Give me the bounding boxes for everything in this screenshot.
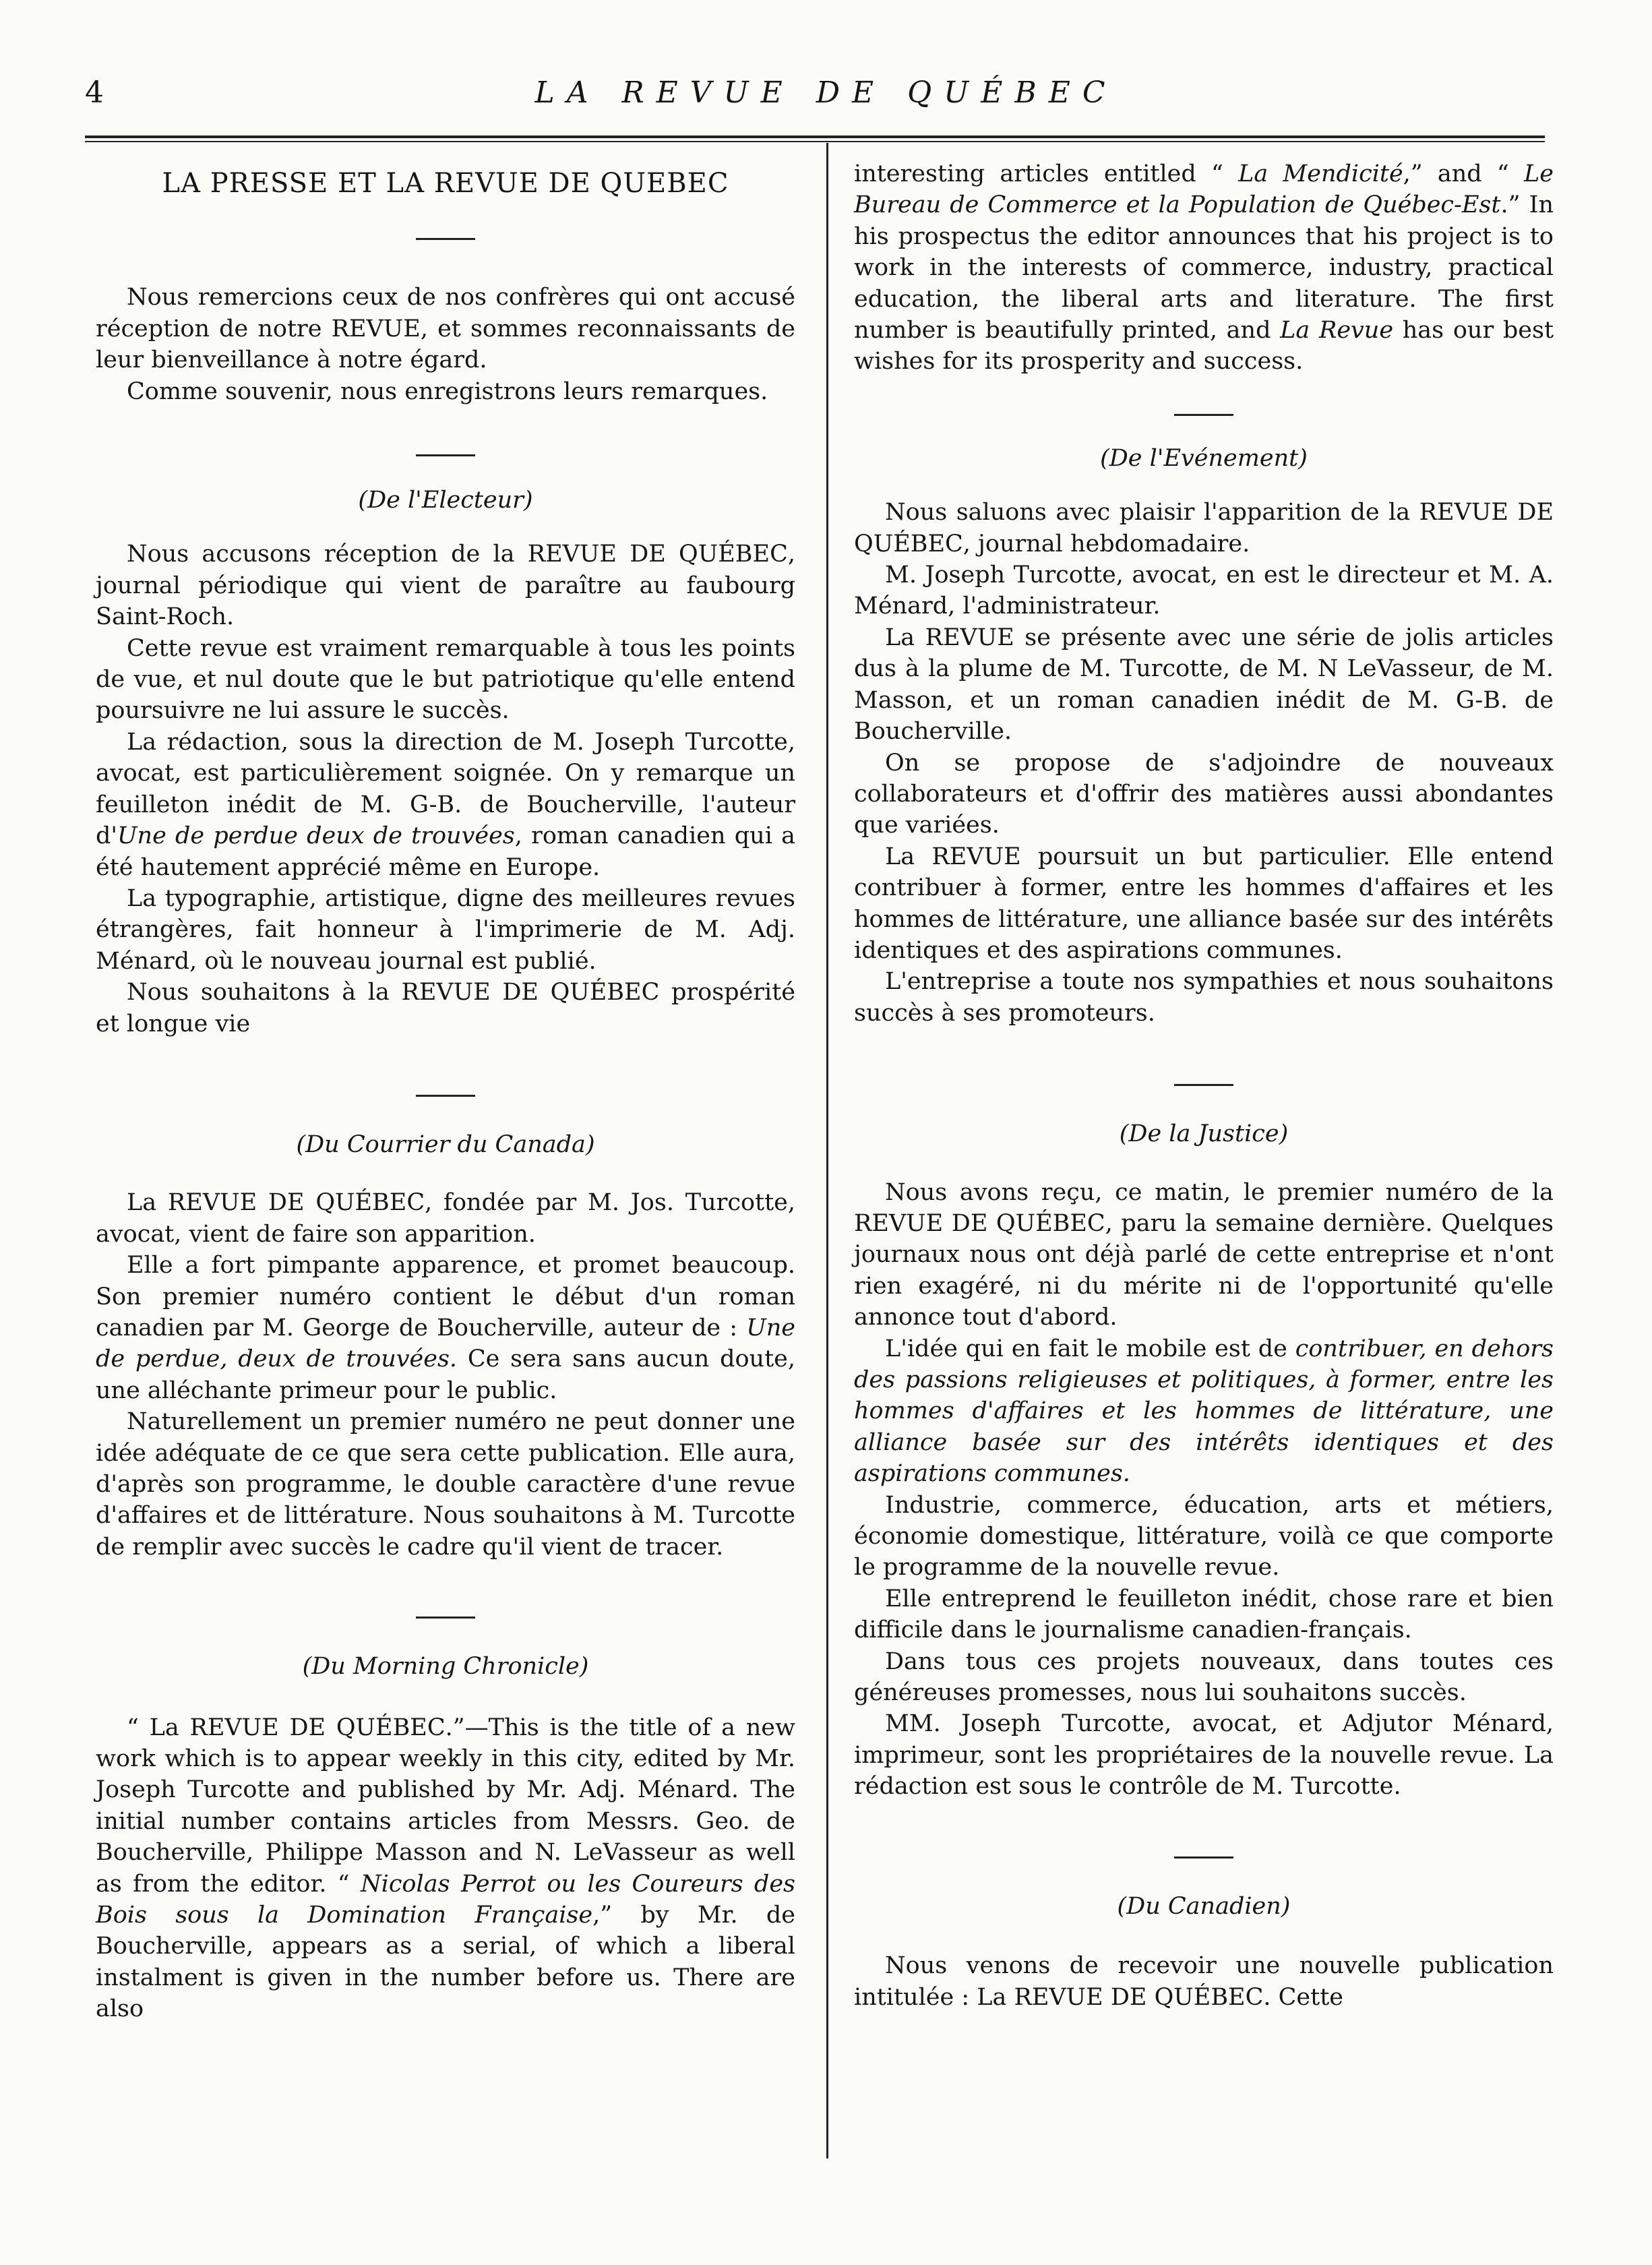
- article-paragraph: La rédaction, sous la direction de M. Joseph Turcotte, avocat, est particulièrement soignée. On y remarque un feuilleton inédit de M. G-B. de Boucherville, l'auteur d'Une de perdue deux de trouvées, roman canadien qui a été hautement apprécié même en Europe.: [96, 728, 796, 881]
- article-paragraph: Naturellement un premier numéro ne peut donner une idée adéquate de ce que sera cette publication. Elle aura, d'après son programme, le double caractère d'une revue d'affaires et de littérature. Nous souhaitons à M. Turcotte de remplir avec succès le cadre qu'il vient de tracer.: [96, 1408, 795, 1561]
- intro-paragraph: Comme souvenir, nous enregistrons leurs remarques.: [127, 378, 768, 405]
- article-paragraph: Nous saluons avec plaisir l'apparition de la REVUE DE QUÉBEC, journal hebdomadaire.: [854, 499, 1554, 557]
- source-heading: (De l'Evénement): [1100, 444, 1308, 472]
- article-paragraph: Nous avons reçu, ce matin, le premier numéro de la REVUE DE QUÉBEC, paru la semaine dernière. Quelques journaux nous ont déjà parlé de cette entreprise et n'ont rien exagéré, ni du mérite ni de l'opportunité qu'elle annonce tout d'abord.: [854, 1178, 1554, 1331]
- source-heading: (De l'Electeur): [358, 487, 533, 514]
- article-paragraph: Cette revue est vraiment remarquable à tous les points de vue, et nul doute que le but patriotique qu'elle entend poursuivre ne lui assure le succès.: [96, 634, 795, 725]
- article-paragraph: On se propose de s'adjoindre de nouveaux collaborateurs et d'offrir des matières aussi abondantes que variées.: [854, 749, 1554, 839]
- header-rule: [85, 135, 1545, 138]
- source-heading: (Du Morning Chronicle): [302, 1653, 589, 1681]
- article-paragraph: La REVUE poursuit un but particulier. Elle entend contribuer à former, entre les hommes d'affaires et les hommes de littérature, une alliance basée sur des intérêts identiques et des aspirations communes.: [854, 843, 1554, 964]
- article-paragraph: La typographie, artistique, digne des meilleures revues étrangères, fait honneur à l'imprimerie de M. Adj. Ménard, où le nouveau journal est publié.: [96, 884, 795, 975]
- left-column: [96, 158, 795, 2025]
- source-heading: (Du Courrier du Canada): [296, 1130, 595, 1158]
- intro-paragraph: Nous remercions ceux de nos confrères qui ont accusé réception de notre REVUE, et sommes reconnaissants de leur bienveillance à notre égard.: [96, 284, 795, 374]
- article-paragraph: La REVUE DE QUÉBEC, fondée par M. Jos. Turcotte, avocat, vient de faire son apparition.: [96, 1189, 795, 1248]
- separator-rule: [416, 454, 475, 456]
- article-paragraph: L'idée qui en fait le mobile est de contribuer, en dehors des passions religieuses et politiques, à former, entre les hommes d'affaires et les hommes de littérature, une alliance basée sur des intérêts identiques et des aspirations communes.: [854, 1335, 1554, 1488]
- article-paragraph: M. Joseph Turcotte, avocat, en est le directeur et M. A. Ménard, l'administrateur.: [854, 562, 1554, 620]
- article-paragraph: Nous souhaitons à la REVUE DE QUÉBEC prospérité et longue vie: [96, 979, 795, 1037]
- article-paragraph: Elle a fort pimpante apparence, et promet beaucoup. Son premier numéro contient le début d'un roman canadien par M. George de Boucherville, auteur de : Une de perdue, deux de trouvées. Ce sera sans aucun doute, une alléchante primeur pour le public.: [96, 1252, 795, 1404]
- separator-rule: [1174, 1084, 1233, 1086]
- separator-rule: [416, 1095, 475, 1097]
- article-headline: LA PRESSE ET LA REVUE DE QUEBEC: [162, 168, 729, 199]
- article-paragraph: interesting articles entitled “ La Mendicité,” and “ Le Bureau de Commerce et la Population de Québec-Est.” In his prospectus the editor announces that his project is to work in the interests of commerce, industry, practical education, the liberal arts and literature. The first number is beautifully printed, and La Revue has our best wishes for its prosperity and success.: [854, 160, 1554, 375]
- article-paragraph: MM. Joseph Turcotte, avocat, et Adjutor Ménard, imprimeur, sont les propriétaires de la nouvelle revue. La rédaction est sous le contrôle de M. Turcotte.: [854, 1710, 1554, 1801]
- article-paragraph: Industrie, commerce, éducation, arts et métiers, économie domestique, littérature, voilà ce que comporte le programme de la nouvelle revue.: [854, 1491, 1554, 1581]
- separator-rule: [1174, 1856, 1233, 1859]
- article-paragraph: La REVUE se présente avec une série de jolis articles dus à la plume de M. Turcotte, de M. N LeVasseur, de M. Masson, et un roman canadien inédit de M. G-B. de Boucherville.: [854, 624, 1554, 746]
- page-number: 4: [85, 76, 104, 110]
- source-heading: (De la Justice): [1119, 1120, 1289, 1148]
- header-rule-thin: [85, 141, 1545, 142]
- article-paragraph: Nous venons de recevoir une nouvelle publication intitulée : La REVUE DE QUÉBEC. Cette: [854, 1952, 1554, 2011]
- column-divider: [826, 143, 828, 2158]
- article-paragraph: “ La REVUE DE QUÉBEC.”—This is the title of a new work which is to appear weekly in this city, edited by Mr. Joseph Turcotte and published by Mr. Adj. Ménard. The initial number contains articles from Messrs. Geo. de Boucherville, Philippe Masson and N. LeVasseur as well as from the editor. “ Nicolas Perrot ou les Coureurs des Bois sous la Domination Française,” by Mr. de Boucherville, appears as a serial, of which a liberal instalment is given in the number before us. There are also: [96, 1714, 796, 2023]
- article-paragraph: L'entreprise a toute nos sympathies et nous souhaitons succès à ses promoteurs.: [854, 968, 1554, 1027]
- article-paragraph: Dans tous ces projets nouveaux, dans toutes ces généreuses promesses, nous lui souhaitons succès.: [854, 1648, 1554, 1707]
- article-paragraph: Nous accusons réception de la REVUE DE QUÉBEC, journal périodique qui vient de paraître au faubourg Saint-Roch.: [96, 541, 795, 631]
- separator-rule: [1174, 414, 1233, 416]
- right-column: [854, 158, 1554, 2013]
- article-paragraph: Elle entreprend le feuilleton inédit, chose rare et bien difficile dans le journalisme canadien-français.: [854, 1585, 1554, 1644]
- running-head: LA REVUE DE QUÉBEC: [534, 76, 1118, 110]
- separator-rule: [416, 238, 475, 240]
- source-heading: (Du Canadien): [1117, 1892, 1291, 1920]
- separator-rule: [416, 1617, 475, 1619]
